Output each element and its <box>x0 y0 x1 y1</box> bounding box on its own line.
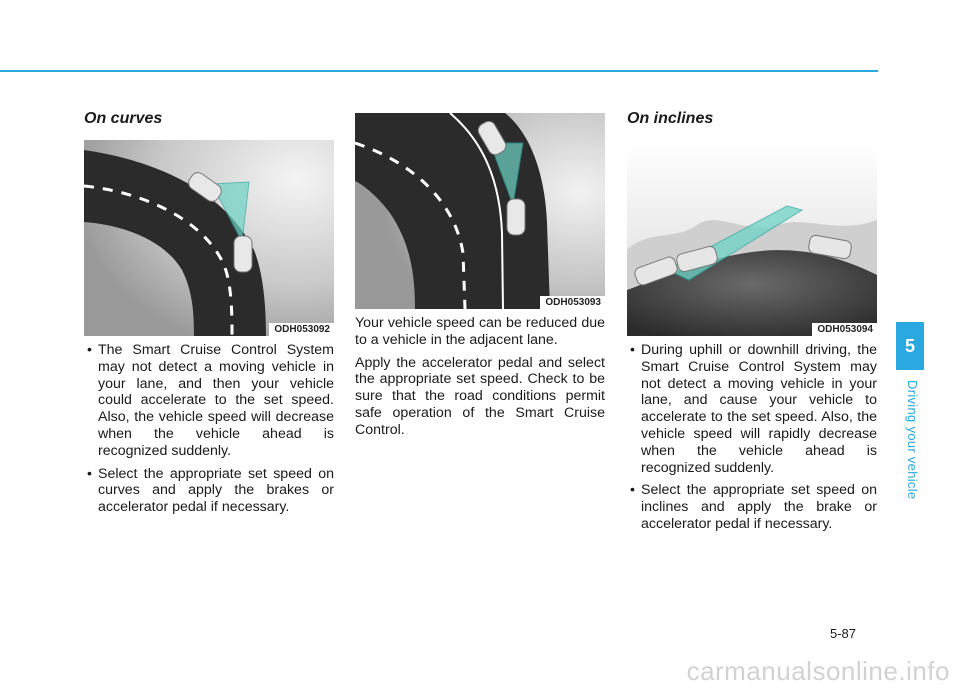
curves-bullet-list <box>84 342 334 516</box>
adjacent-text <box>355 315 605 445</box>
figure-curve-road <box>84 140 334 336</box>
chapter-title: Driving your vehicle <box>905 380 920 500</box>
heading-on-curves: On curves <box>84 110 163 127</box>
list-item: • Select the appropriate set speed on curves and apply the brakes or accelerator pedal if necessary. <box>84 466 334 516</box>
chapter-number-tab: 5 <box>896 322 924 370</box>
paragraph: Apply the accelerator pedal and select the appropriate set speed. Check to be sure that the road conditions permit safe operation of the Smart Cruise Control. <box>355 354 605 438</box>
paragraph: Your vehicle speed can be reduced due to a vehicle in the adjacent lane. <box>355 315 605 348</box>
figure-code: ODH053094 <box>812 323 877 336</box>
watermark: carmanualsonline.info <box>686 656 950 686</box>
inclines-bullet-list <box>627 342 877 533</box>
figure-code: ODH053092 <box>269 323 334 336</box>
curves-text <box>84 342 334 522</box>
top-rule <box>0 70 878 72</box>
figure-code: ODH053093 <box>540 296 605 309</box>
figure-incline-road <box>627 140 877 336</box>
heading-on-inclines: On inclines <box>627 110 714 127</box>
inclines-text <box>627 342 877 539</box>
list-item: • Select the appropriate set speed on inclines and apply the brake or accelerator pedal if necessary. <box>627 482 877 532</box>
figure-adjacent-lane <box>355 113 605 309</box>
list-item: • The Smart Cruise Control System may not detect a moving vehicle in your lane, and then your vehicle could accelerate to the set speed. Also, the vehicle speed will decrease when the vehicle ahead is recognized suddenly. <box>84 342 334 460</box>
list-item: • During uphill or downhill driving, the Smart Cruise Control System may not detect a moving vehicle in your lane, and cause your vehicle to accelerate to the set speed. Also, the vehicle speed will rapidly decrease when the vehicle ahead is recognized suddenly. <box>627 342 877 476</box>
page-number: 5-87 <box>830 626 857 641</box>
